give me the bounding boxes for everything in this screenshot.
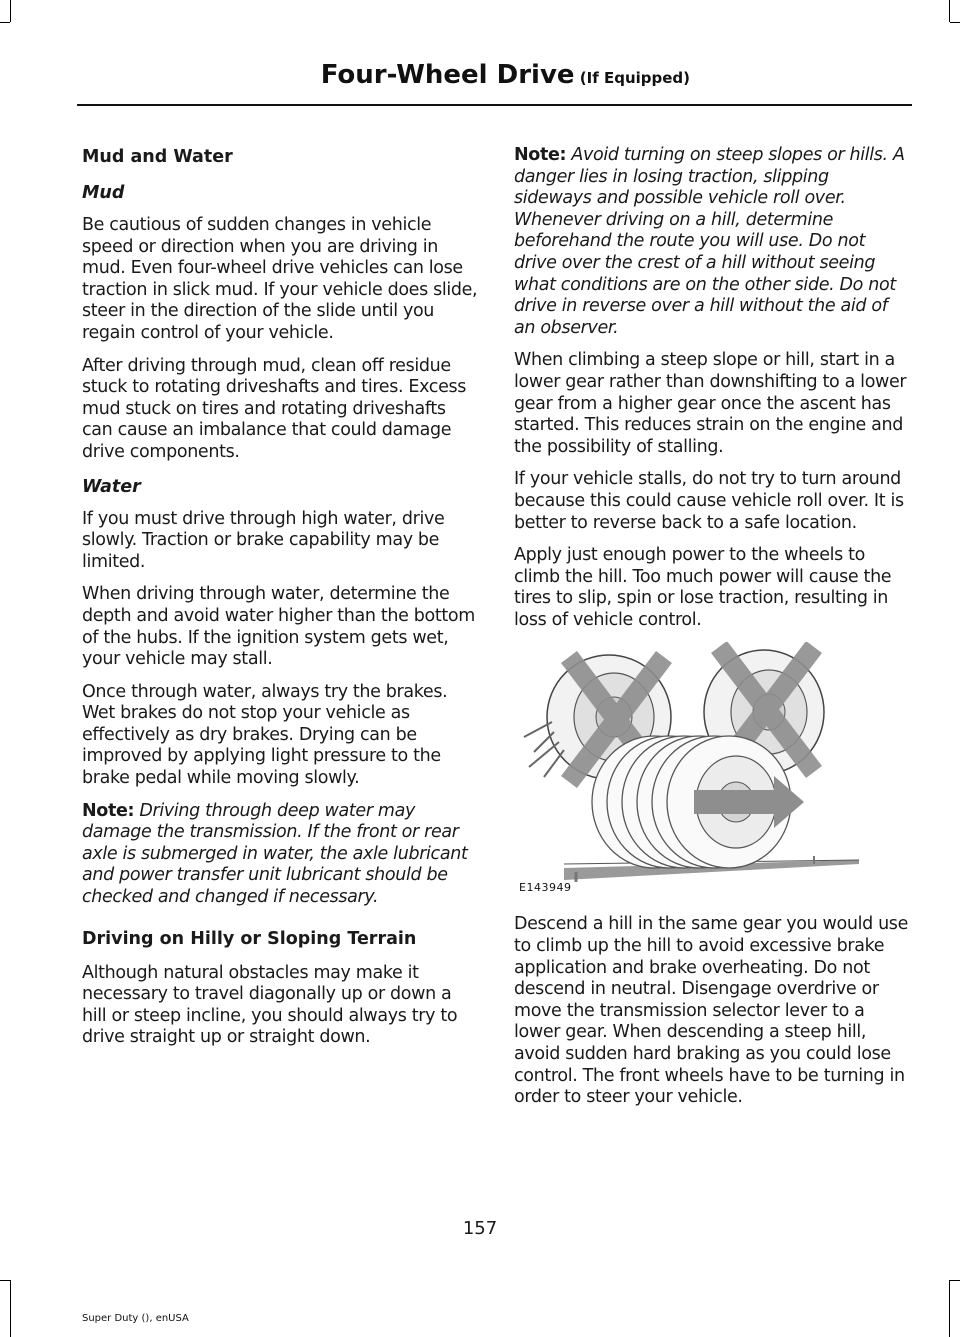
- crop-mark: [0, 22, 10, 23]
- page-header-title: [321, 60, 690, 90]
- water-paragraph-2: When driving through water, determine the depth and avoid water higher than the bottom of the hubs. If the ignition system gets wet, your vehicle may stall.: [82, 584, 475, 670]
- heading-mud-and-water: Mud and Water: [82, 147, 233, 167]
- heading-hilly-terrain: Driving on Hilly or Sloping Terrain: [82, 928, 417, 949]
- mud-paragraph-1: Be cautious of sudden changes in vehicle speed or direction when you are driving in mud. Even four-wheel drive vehicles can lose traction in slick mud. If your vehicle does slide, steer in the direction of the slide until you regain control of your vehicle.: [82, 215, 478, 343]
- water-note: [82, 801, 478, 909]
- tire-traction-illustration: [514, 642, 860, 894]
- crop-mark: [950, 22, 960, 23]
- right-column: [514, 145, 910, 1120]
- water-paragraph-1: If you must drive through high water, drive slowly. Traction or brake capability may be limited.: [82, 508, 445, 572]
- wheel-illustration: [514, 642, 860, 894]
- subheading-mud: Mud: [82, 183, 125, 203]
- note-label: Note:: [514, 145, 567, 165]
- hilly-paragraph-1: Although natural obstacles may make it necessary to travel diagonally up or down a hill or steep incline, you should always try to drive straight up or straight down.: [82, 962, 458, 1048]
- page-footer: Super Duty (), enUSA: [82, 1313, 189, 1324]
- crop-mark: [10, 0, 11, 22]
- crop-mark: [0, 1280, 10, 1281]
- crop-mark: [10, 1280, 11, 1337]
- crop-mark: [949, 0, 950, 22]
- descend-paragraph: Descend a hill in the same gear you would use to climb up the hill to avoid excessive brake application and brake overheating. Do not descend in neutral. Disengage overdrive or move the transmission selector lever to a lower gear. When descending a steep hill, avoid sudden hard braking as you could lose control. The front wheels have to be turning in order to steer your vehicle.: [514, 914, 908, 1108]
- subheading-water: Water: [82, 476, 141, 497]
- header-title-suffix: (If Equipped): [574, 69, 690, 87]
- crop-mark: [950, 1280, 960, 1281]
- water-note-text: Driving through deep water may damage the transmission. If the front or rear axle is submerged in water, the axle lubricant and power transfer unit lubricant should be checked and changed if necessary.: [82, 800, 468, 908]
- climb-paragraph: When climbing a steep slope or hill, start in a lower gear rather than downshifting to a lower gear from a higher gear once the ascent has started. This reduces strain on the engine and the possibility of stalling.: [514, 350, 907, 457]
- header-title-main: Four-Wheel Drive: [320, 60, 575, 90]
- mud-paragraph-2: After driving through mud, clean off residue stuck to rotating driveshafts and tires. Excess mud stuck on tires and rotating driveshafts can cause an imbalance that could damage drive components.: [82, 355, 467, 462]
- crop-mark: [949, 1280, 950, 1337]
- power-paragraph: Apply just enough power to the wheels to climb the hill. Too much power will cause the tires to slip, spin or lose traction, resulting in loss of vehicle control.: [514, 545, 892, 630]
- water-paragraph-3: Once through water, always try the brakes. Wet brakes do not stop your vehicle as effectively as dry brakes. Drying can be improved by applying light pressure to the brake pedal while moving slowly.: [82, 681, 448, 789]
- page-number: 157: [462, 1218, 498, 1239]
- left-column: [82, 145, 478, 1060]
- note-label: Note:: [82, 800, 135, 821]
- hill-note-text: Avoid turning on steep slopes or hills. A danger lies in losing traction, slipping sideways and possible vehicle roll over. Whenever driving on a hill, determine beforehand the route you will use. Do not drive over the crest of a hill without seeing what conditions are on the other side. Do not drive in reverse over a hill without the aid of an observer.: [514, 145, 905, 338]
- hill-note: [514, 145, 910, 339]
- header-rule: [77, 104, 912, 106]
- figure-id: E143949: [519, 881, 572, 895]
- stall-paragraph: If your vehicle stalls, do not try to turn around because this could cause vehicle roll over. It is better to reverse back to a safe location.: [514, 469, 904, 533]
